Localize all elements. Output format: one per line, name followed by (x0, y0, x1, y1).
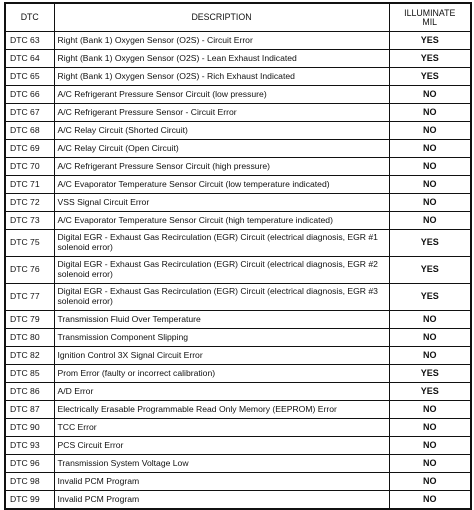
table-header (5, 3, 471, 32)
illuminate-mil-value: YES (389, 383, 471, 401)
dtc-description: A/D Error (54, 383, 389, 401)
dtc-code: DTC 87 (5, 401, 54, 419)
table-body (5, 32, 471, 510)
dtc-code: DTC 65 (5, 68, 54, 86)
illuminate-mil-value: YES (389, 68, 471, 86)
dtc-code: DTC 79 (5, 311, 54, 329)
table-row (5, 230, 471, 257)
illuminate-mil-value: NO (389, 419, 471, 437)
table-row (5, 194, 471, 212)
table-row (5, 347, 471, 365)
dtc-description: A/C Evaporator Temperature Sensor Circuit (low temperature indicated) (54, 176, 389, 194)
table-row (5, 140, 471, 158)
dtc-code: DTC 71 (5, 176, 54, 194)
dtc-code: DTC 82 (5, 347, 54, 365)
illuminate-mil-value: YES (389, 257, 471, 284)
dtc-description: Right (Bank 1) Oxygen Sensor (O2S) - Rich Exhaust Indicated (54, 68, 389, 86)
dtc-description: A/C Refrigerant Pressure Sensor - Circuit Error (54, 104, 389, 122)
header-mil-line1: ILLUMINATE (404, 7, 456, 18)
dtc-description: Transmission Component Slipping (54, 329, 389, 347)
illuminate-mil-value: NO (389, 122, 471, 140)
illuminate-mil-value: NO (389, 311, 471, 329)
dtc-code: DTC 72 (5, 194, 54, 212)
dtc-description: Transmission System Voltage Low (54, 455, 389, 473)
table-row (5, 68, 471, 86)
dtc-description: Transmission Fluid Over Temperature (54, 311, 389, 329)
dtc-description: Digital EGR - Exhaust Gas Recirculation (EGR) Circuit (electrical diagnosis, EGR #1 solenoid error) (54, 230, 389, 257)
dtc-description: PCS Circuit Error (54, 437, 389, 455)
dtc-code: DTC 64 (5, 50, 54, 68)
table-row (5, 401, 471, 419)
table-row (5, 311, 471, 329)
dtc-code: DTC 96 (5, 455, 54, 473)
illuminate-mil-value: NO (389, 473, 471, 491)
table-row (5, 212, 471, 230)
table-row (5, 419, 471, 437)
illuminate-mil-value: YES (389, 284, 471, 311)
dtc-description: Prom Error (faulty or incorrect calibration) (54, 365, 389, 383)
dtc-description: Invalid PCM Program (54, 491, 389, 510)
illuminate-mil-value: YES (389, 230, 471, 257)
dtc-description: Right (Bank 1) Oxygen Sensor (O2S) - Circuit Error (54, 32, 389, 50)
dtc-code: DTC 70 (5, 158, 54, 176)
dtc-code: DTC 98 (5, 473, 54, 491)
table-row (5, 329, 471, 347)
dtc-description: A/C Refrigerant Pressure Sensor Circuit (high pressure) (54, 158, 389, 176)
dtc-code: DTC 68 (5, 122, 54, 140)
table-row (5, 122, 471, 140)
dtc-code: DTC 67 (5, 104, 54, 122)
dtc-code: DTC 63 (5, 32, 54, 50)
table-row (5, 158, 471, 176)
dtc-description: Invalid PCM Program (54, 473, 389, 491)
illuminate-mil-value: NO (389, 176, 471, 194)
illuminate-mil-value: NO (389, 212, 471, 230)
dtc-code: DTC 90 (5, 419, 54, 437)
table-row (5, 50, 471, 68)
dtc-code: DTC 66 (5, 86, 54, 104)
illuminate-mil-value: NO (389, 401, 471, 419)
illuminate-mil-value: YES (389, 50, 471, 68)
table-row (5, 176, 471, 194)
table-row (5, 32, 471, 50)
dtc-description: Digital EGR - Exhaust Gas Recirculation (EGR) Circuit (electrical diagnosis, EGR #3 solenoid error) (54, 284, 389, 311)
illuminate-mil-value: NO (389, 347, 471, 365)
dtc-description: VSS Signal Circuit Error (54, 194, 389, 212)
dtc-description: A/C Relay Circuit (Open Circuit) (54, 140, 389, 158)
dtc-code: DTC 73 (5, 212, 54, 230)
dtc-description: A/C Refrigerant Pressure Sensor Circuit (low pressure) (54, 86, 389, 104)
dtc-table (4, 2, 472, 510)
dtc-description: Ignition Control 3X Signal Circuit Error (54, 347, 389, 365)
table-row (5, 473, 471, 491)
table-row (5, 455, 471, 473)
dtc-code: DTC 86 (5, 383, 54, 401)
illuminate-mil-value: NO (389, 455, 471, 473)
dtc-code: DTC 85 (5, 365, 54, 383)
table-row (5, 437, 471, 455)
dtc-description: Right (Bank 1) Oxygen Sensor (O2S) - Lean Exhaust Indicated (54, 50, 389, 68)
illuminate-mil-value: NO (389, 329, 471, 347)
dtc-code: DTC 99 (5, 491, 54, 510)
dtc-code: DTC 69 (5, 140, 54, 158)
header-description: DESCRIPTION (54, 3, 389, 32)
illuminate-mil-value: NO (389, 158, 471, 176)
illuminate-mil-value: YES (389, 32, 471, 50)
table-row (5, 383, 471, 401)
illuminate-mil-value: NO (389, 140, 471, 158)
header-illuminate-mil (389, 3, 471, 32)
table-row (5, 491, 471, 510)
dtc-description: TCC Error (54, 419, 389, 437)
dtc-code: DTC 80 (5, 329, 54, 347)
dtc-description: Digital EGR - Exhaust Gas Recirculation (EGR) Circuit (electrical diagnosis, EGR #2 solenoid error) (54, 257, 389, 284)
table-row (5, 257, 471, 284)
dtc-code: DTC 76 (5, 257, 54, 284)
table-row (5, 284, 471, 311)
dtc-code: DTC 77 (5, 284, 54, 311)
illuminate-mil-value: NO (389, 437, 471, 455)
illuminate-mil-value: NO (389, 194, 471, 212)
dtc-code: DTC 93 (5, 437, 54, 455)
header-mil-line2: MIL (422, 16, 438, 27)
illuminate-mil-value: NO (389, 104, 471, 122)
illuminate-mil-value: NO (389, 491, 471, 510)
dtc-description: A/C Relay Circuit (Shorted Circuit) (54, 122, 389, 140)
illuminate-mil-value: YES (389, 365, 471, 383)
header-dtc: DTC (5, 3, 54, 32)
illuminate-mil-value: NO (389, 86, 471, 104)
table-row (5, 104, 471, 122)
header-row (5, 3, 471, 32)
dtc-code: DTC 75 (5, 230, 54, 257)
dtc-description: A/C Evaporator Temperature Sensor Circuit (high temperature indicated) (54, 212, 389, 230)
table-row (5, 86, 471, 104)
dtc-description: Electrically Erasable Programmable Read Only Memory (EEPROM) Error (54, 401, 389, 419)
table-row (5, 365, 471, 383)
